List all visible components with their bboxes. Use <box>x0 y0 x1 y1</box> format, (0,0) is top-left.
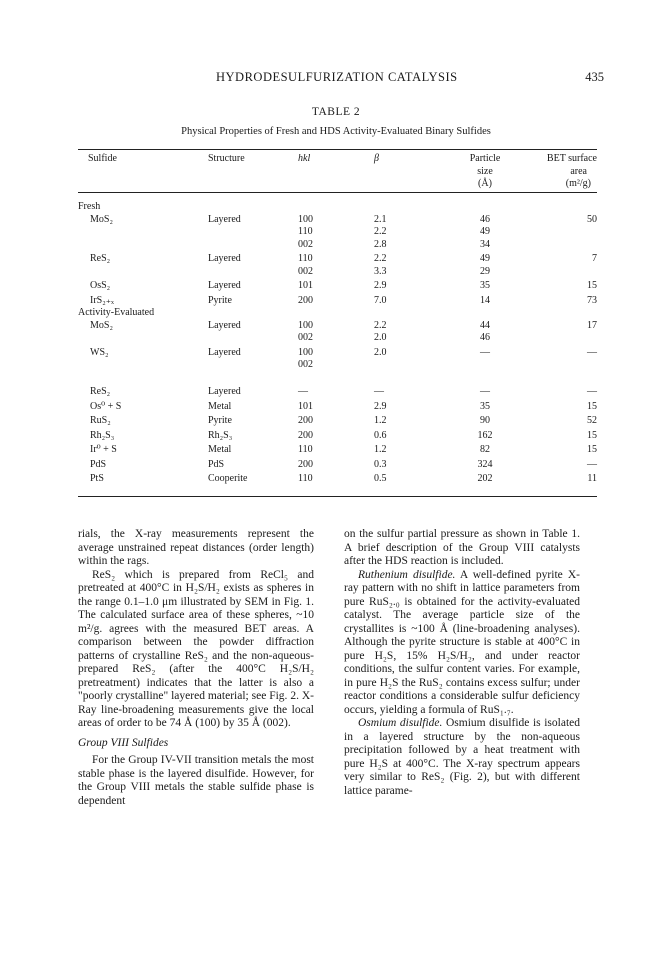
sulfide-cell <box>78 226 208 239</box>
structure-cell: Layered <box>208 386 241 397</box>
bet-area-cell: 52 <box>587 415 597 426</box>
beta-cell: 2.9 <box>374 400 387 412</box>
sulfide-cell: Ir⁰ + S <box>90 444 117 455</box>
structure-cell: Layered <box>208 280 241 291</box>
particle-size-cell: 46 <box>480 213 490 225</box>
body-left-p1: rials, the X-ray measurements represent the average unstrained repeat distances (order length) within the rags. <box>78 528 314 567</box>
beta-cell: 3.3 <box>374 265 387 277</box>
structure-cell: Cooperite <box>208 473 248 484</box>
hkl-cell: 002 <box>298 359 313 370</box>
structure-cell <box>208 266 298 279</box>
hkl-cell: 200 <box>298 458 313 470</box>
table-row <box>78 384 597 399</box>
hkl-cell: 002 <box>298 238 313 250</box>
section-heading-group-viii: Group VIII Sulfides <box>78 736 169 749</box>
beta-cell: 2.0 <box>374 346 387 358</box>
bet-area-cell: 50 <box>587 213 597 225</box>
bet-area-cell: — <box>587 346 597 358</box>
hkl-cell: 200 <box>298 294 313 306</box>
hkl-cell: 110 <box>298 226 313 237</box>
hkl-cell: 002 <box>298 332 313 343</box>
structure-cell: Pyrite <box>208 294 232 306</box>
table-row <box>78 332 597 345</box>
header-bet-line3: (m²/g) <box>565 178 591 189</box>
bet-area-cell: 7 <box>592 253 597 264</box>
sulfide-cell <box>78 372 208 385</box>
body-right-p3 <box>344 717 580 798</box>
bet-area-cell <box>530 266 597 279</box>
particle-size-cell: 49 <box>480 253 490 264</box>
table-header-row <box>78 150 597 193</box>
particle-size-cell: 44 <box>480 319 490 331</box>
body-left-p3: For the Group IV-VII transition metals the most stable phase is the layered disulfide. However, for the Group VIII metals the stable sulfide phase is dependent <box>78 754 314 807</box>
header-hkl: hkl <box>298 153 311 164</box>
hkl-cell: 110 <box>298 473 313 484</box>
body-right-p2 <box>344 569 580 718</box>
table-row <box>78 442 597 457</box>
table-row <box>78 345 597 360</box>
beta-cell: 2.2 <box>374 226 387 237</box>
particle-size-cell: 29 <box>480 265 490 277</box>
sulfide-cell <box>78 266 208 279</box>
osmium-run-in-head: Osmium disulfide. <box>358 717 443 729</box>
particle-size-cell: 202 <box>477 473 493 484</box>
bet-area-cell <box>530 239 597 252</box>
particle-size-cell: — <box>480 386 490 397</box>
hkl-cell: 101 <box>298 400 313 412</box>
bet-area-cell <box>530 372 597 385</box>
beta-cell <box>374 372 440 385</box>
bet-area-cell: — <box>587 386 597 397</box>
hkl-cell: 200 <box>298 415 313 426</box>
hkl-cell: 100 <box>298 346 313 358</box>
running-head <box>160 70 604 86</box>
header-particle-line3: (Å) <box>478 178 492 189</box>
sulfide-cell: MoS₂ <box>90 213 113 225</box>
sulfide-cell: ReS₂ <box>90 253 111 264</box>
bet-area-cell: 15 <box>587 444 597 455</box>
particle-size-cell: — <box>480 346 490 358</box>
particle-size-cell: 324 <box>477 458 493 470</box>
table-row <box>78 320 597 333</box>
ruthenium-run-in-head: Ruthenium disulfide. <box>358 568 456 581</box>
sulfide-cell: OsS₂ <box>90 280 111 291</box>
header-bet-line1: BET surface <box>546 153 597 164</box>
particle-size-cell: 82 <box>480 444 490 455</box>
bet-area-cell: 11 <box>587 473 597 484</box>
particle-size-cell: 162 <box>477 429 493 441</box>
structure-cell: Layered <box>208 213 241 225</box>
hkl-cell: 002 <box>298 265 313 277</box>
hkl-cell: 110 <box>298 444 313 455</box>
sulfide-cell: ReS₂ <box>90 386 111 397</box>
particle-size-cell <box>440 359 530 372</box>
properties-table <box>78 150 597 486</box>
structure-cell: Metal <box>208 400 232 412</box>
header-bet-line2: area <box>570 165 587 177</box>
table-row <box>78 372 597 385</box>
beta-cell: 7.0 <box>374 294 387 306</box>
bet-area-cell: 15 <box>587 400 597 412</box>
bet-area-cell: — <box>587 458 597 470</box>
structure-cell <box>208 372 298 385</box>
sulfide-cell: PdS <box>90 458 107 470</box>
header-particle-line2: size <box>477 165 493 177</box>
page-number: 435 <box>585 70 604 84</box>
osmium-text: Osmium disulfide is isolated in a layered structure by the non-aqueous precipitation followed by a heat treatment with pure H₂S at 400°C. The X-ray spectrum appears very similar to ReS₂ (Fig. 2), but with different lattice parame- <box>344 717 580 797</box>
body-right-p1: on the sulfur partial pressure as shown in Table 1. A brief description of the Group VIII catalysts after the HDS reaction is included. <box>344 528 580 567</box>
structure-cell <box>208 239 298 252</box>
bet-area-cell: 17 <box>587 319 597 331</box>
section-label-activity: Activity-Evaluated <box>78 307 155 318</box>
sulfide-cell <box>78 239 208 252</box>
header-particle-size <box>440 150 530 193</box>
header-structure: Structure <box>208 153 245 164</box>
sulfide-cell: Os⁰ + S <box>90 400 122 412</box>
beta-cell: 2.2 <box>374 319 387 331</box>
structure-cell: Metal <box>208 444 232 455</box>
structure-cell <box>208 359 298 372</box>
particle-size-cell: 35 <box>480 280 490 291</box>
header-beta: β <box>374 153 379 164</box>
body-column-left <box>78 528 314 808</box>
sulfide-cell: PtS <box>90 473 104 484</box>
structure-cell <box>208 332 298 345</box>
table-row <box>78 428 597 443</box>
beta-cell <box>374 359 440 372</box>
section-label-fresh: Fresh <box>78 201 101 212</box>
sulfide-cell: RuS₂ <box>90 415 111 426</box>
bet-area-cell: 15 <box>587 280 597 291</box>
structure-cell <box>208 226 298 239</box>
beta-cell: — <box>374 386 384 397</box>
beta-cell: 0.5 <box>374 473 387 484</box>
sulfide-cell: WS₂ <box>90 346 109 358</box>
running-head-title: HYDRODESULFURIZATION CATALYSIS <box>216 70 458 84</box>
particle-size-cell: 46 <box>480 332 490 343</box>
table-label: TABLE 2 <box>311 106 361 118</box>
sulfide-cell <box>78 359 208 372</box>
body-column-right <box>344 528 580 798</box>
hkl-cell: 110 <box>298 253 313 264</box>
bet-area-cell <box>530 226 597 239</box>
table-row <box>78 399 597 414</box>
beta-cell: 2.2 <box>374 253 387 264</box>
sulfide-cell: Rh₂S₃ <box>90 429 115 441</box>
beta-cell: 0.3 <box>374 458 387 470</box>
table-body <box>78 193 597 486</box>
table-bottom-rule <box>78 496 597 497</box>
particle-size-cell: 49 <box>480 226 490 237</box>
sulfide-cell: MoS₂ <box>90 319 113 331</box>
sulfide-cell: IrS₂₊ₓ <box>90 294 114 306</box>
table-row <box>78 214 597 227</box>
table-row <box>78 413 597 428</box>
table-row <box>78 471 597 486</box>
table-caption: Physical Properties of Fresh and HDS Activity-Evaluated Binary Sulfides <box>181 126 491 137</box>
particle-size-cell <box>440 372 530 385</box>
structure-cell: PdS <box>208 458 225 470</box>
particle-size-cell: 35 <box>480 400 490 412</box>
header-sulfide: Sulfide <box>88 153 117 164</box>
beta-cell: 1.2 <box>374 444 387 455</box>
header-particle-line1: Particle <box>469 153 501 164</box>
table-row <box>78 359 597 372</box>
table-row <box>78 266 597 279</box>
particle-size-cell: 90 <box>480 415 490 426</box>
bet-area-cell: 73 <box>587 294 597 306</box>
bet-area-cell <box>530 359 597 372</box>
beta-cell: 2.0 <box>374 332 387 343</box>
table-row <box>78 251 597 266</box>
hkl-cell: 100 <box>298 319 313 331</box>
structure-cell: Layered <box>208 319 241 331</box>
hkl-cell: 200 <box>298 429 313 441</box>
header-bet-area <box>530 150 597 193</box>
table-row <box>78 293 597 308</box>
ruthenium-text: A well-defined pyrite X-ray pattern with no shift in lattice parameters from pure RuS₂.₀ is obtained for the activity-evaluated catalyst. The average particle size of the crystallites is ~100 Å (line-broadening analyses). Although the pyrite structure is stable at 400°C in pure H₂S, 15% H₂S/H₂, and under reactor conditions, the sulfur content varies. For example, in pure H₂S the RuS₂ contains excess sulfur; under reactor conditions a considerable sulfur deficiency occurs, yielding a formula of RuS₁.₇. <box>344 568 581 716</box>
hkl-cell: 101 <box>298 280 313 291</box>
hkl-cell: — <box>298 386 308 397</box>
particle-size-cell: 14 <box>480 294 490 306</box>
structure-cell: Pyrite <box>208 415 232 426</box>
sulfide-cell <box>78 332 208 345</box>
beta-cell: 0.6 <box>374 429 387 441</box>
table-row <box>78 278 597 293</box>
beta-cell: 1.2 <box>374 415 387 426</box>
table-row <box>78 239 597 252</box>
bet-area-cell <box>530 332 597 345</box>
hkl-cell <box>298 372 374 385</box>
body-left-p2: ReS₂ which is prepared from ReCl₅ and pretreated at 400°C in H₂S/H₂ exists as spheres in the range 0.1–1.0 μm illustrated by SEM in Fig. 1. The calculated surface area of these spheres, ~10 m²/g. agrees with the measured BET areas. A comparison between the powder diffraction patterns of crystalline ReS₂ and the non-aqueous-prepared ReS₂ (after the 400°C H₂S/H₂ pretreatment) indicates that the latter is also a "poorly crystalline" layered material; see Fig. 2. X-Ray line-broadening measurements give the local areas of order to be 74 Å (100) by 35 Å (002). <box>78 568 314 729</box>
particle-size-cell: 34 <box>480 238 490 250</box>
structure-cell: Layered <box>208 253 241 264</box>
table-row <box>78 226 597 239</box>
section-row-fresh <box>78 201 597 214</box>
structure-cell: Rh₂S₃ <box>208 429 233 441</box>
beta-cell: 2.9 <box>374 280 387 291</box>
hkl-cell: 100 <box>298 213 313 225</box>
beta-cell: 2.8 <box>374 238 387 250</box>
bet-area-cell: 15 <box>587 429 597 441</box>
structure-cell: Layered <box>208 346 241 358</box>
beta-cell: 2.1 <box>374 213 387 225</box>
table-row <box>78 457 597 472</box>
section-row-activity <box>78 307 597 320</box>
